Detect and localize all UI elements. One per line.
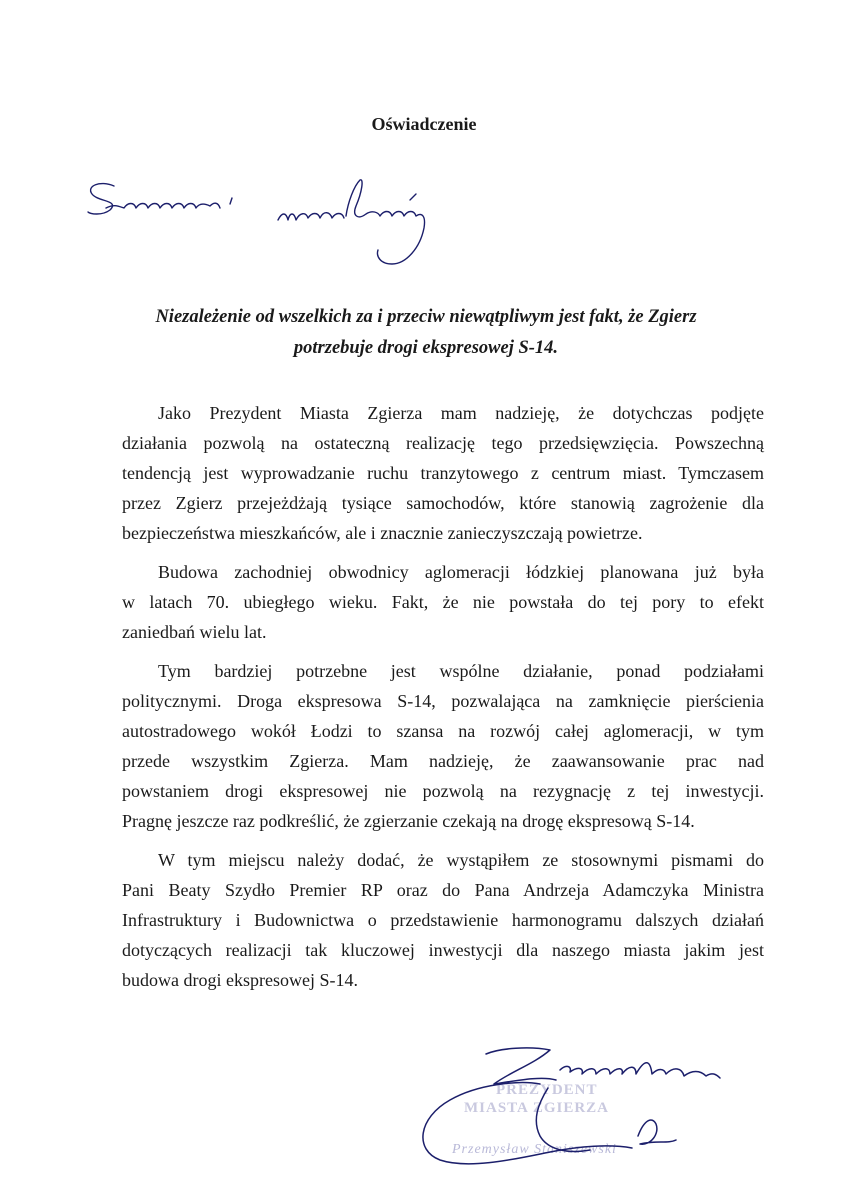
paragraph-line: w latach 70. ubiegłego wieku. Fakt, że nie powstała do tej pory to efekt xyxy=(122,592,764,612)
paragraph xyxy=(122,398,764,548)
paragraph xyxy=(122,845,764,995)
signature-block xyxy=(400,1040,740,1180)
paragraph-line: działania pozwolą na ostateczną realizację tego przedsięwzięcia. Powszechną xyxy=(122,433,764,453)
lead-line: Niezależenie od wszelkich za i przeciw niewątpliwym jest fakt, że Zgierz xyxy=(155,307,697,327)
paragraph-line: przez Zgierz przejeżdżają tysiące samochodów, które stanowią zagrożenie dla xyxy=(122,493,764,513)
paragraph-line: zaniedbań wielu lat. xyxy=(122,622,267,642)
paragraph-line: Pragnę jeszcze raz podkreślić, że zgierzanie czekają na drogę ekspresową S-14. xyxy=(122,811,695,831)
letter-body xyxy=(122,398,764,1004)
paragraph-line: dotyczących realizacji tak kluczowej inwestycji dla naszego miasta jakim jest xyxy=(122,940,764,960)
paragraph-line: powstaniem drogi ekspresowej nie pozwolą na rezygnację z tej inwestycji. xyxy=(122,781,764,801)
lead-statement xyxy=(96,302,756,364)
stamp-office: MIASTA ZGIERZA xyxy=(464,1100,610,1116)
document-title: Oświadczenie xyxy=(371,114,477,134)
paragraph-line: politycznymi. Droga ekspresowa S-14, pozwalająca na zamknięcie pierścienia xyxy=(122,691,764,711)
lead-line: potrzebuje drogi ekspresowej S-14. xyxy=(293,338,559,358)
paragraph xyxy=(122,656,764,836)
paragraph-line: autostradowego wokół Łodzi to szansa na rozwój całej aglomeracji, w tym xyxy=(122,721,764,741)
paragraph xyxy=(122,557,764,647)
paragraph-line: Tym bardziej potrzebne jest wspólne działanie, ponad podziałami xyxy=(158,661,764,681)
stamp-name: Przemysław Staniszewski xyxy=(452,1142,617,1157)
paragraph-line: Pani Beaty Szydło Premier RP oraz do Pana Andrzeja Adamczyka Ministra xyxy=(122,880,764,900)
paragraph-line: przede wszystkim Zgierza. Mam nadzieję, że zaawansowanie prac nad xyxy=(122,751,764,771)
paragraph-line: budowa drogi ekspresowej S-14. xyxy=(122,970,358,990)
stamp-title: PREZYDENT xyxy=(496,1082,598,1098)
paragraph-line: Jako Prezydent Miasta Zgierza mam nadzieję, że dotychczas podjęte xyxy=(158,403,764,423)
handwritten-greeting xyxy=(80,172,440,272)
handwritten-signature xyxy=(400,1040,740,1180)
paragraph-line: W tym miejscu należy dodać, że wystąpiłem ze stosownymi pismami do xyxy=(158,850,764,870)
paragraph-line: tendencją jest wyprowadzanie ruchu tranzytowego z centrum miast. Tymczasem xyxy=(122,463,764,483)
paragraph-line: bezpieczeństwa mieszkańców, ale i znacznie zanieczyszczają powietrze. xyxy=(122,523,643,543)
paragraph-line: Infrastruktury i Budownictwa o przedstawienie harmonogramu dalszych działań xyxy=(122,910,764,930)
paragraph-line: Budowa zachodniej obwodnicy aglomeracji łódzkiej planowana już była xyxy=(158,562,764,582)
